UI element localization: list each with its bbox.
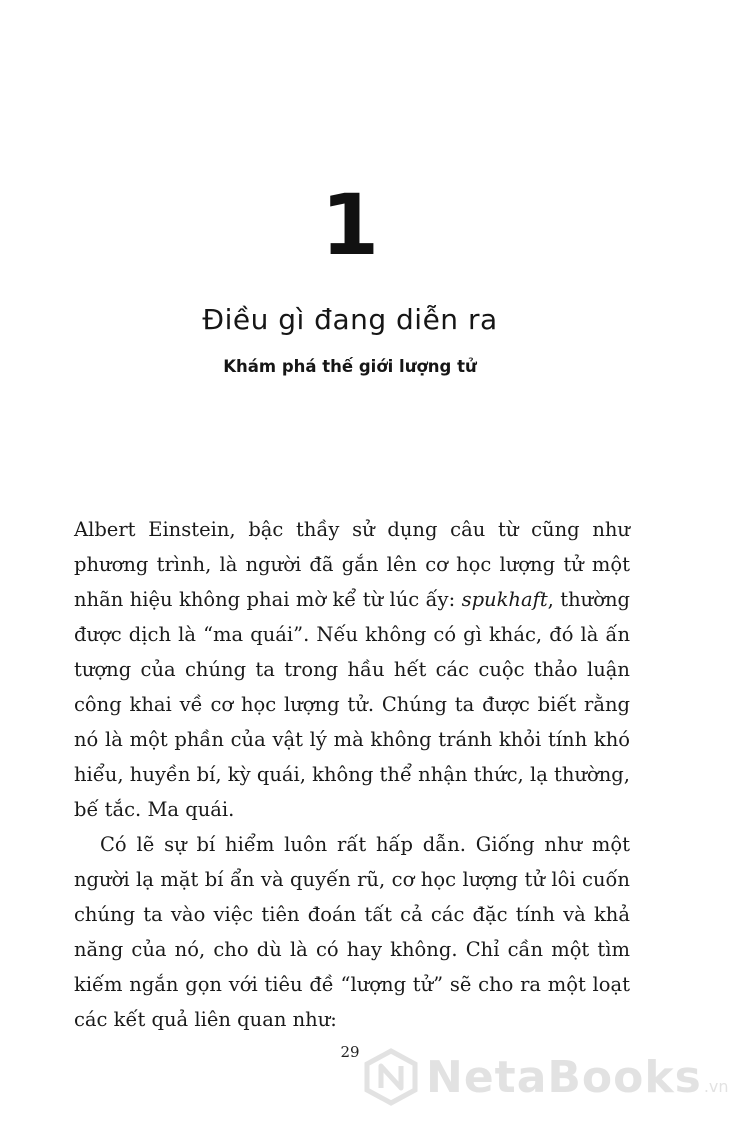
body-line-end: , thường [547, 588, 631, 611]
netabooks-logo-icon [362, 1048, 420, 1106]
body-text [74, 512, 630, 1037]
body-line-start: nhãn hiệu không phai mờ kể từ lúc ấy: [74, 588, 462, 611]
watermark [362, 1046, 729, 1108]
watermark-text: NetaBooks [426, 1051, 702, 1103]
body-line: các kết quả liên quan như: [74, 1008, 337, 1031]
body-line: nó là một phần của vật lý mà không tránh khỏi tính khó [74, 728, 630, 751]
body-line: phương trình, là người đã gắn lên cơ học lượng tử một [74, 553, 630, 576]
body-line: người lạ mặt bí ẩn và quyến rũ, cơ học lượng tử lôi cuốn [74, 868, 630, 891]
body-line: hiểu, huyền bí, kỳ quái, không thể nhận thức, lạ thường, [74, 763, 630, 786]
body-line: được dịch là “ma quái”. Nếu không có gì khác, đó là ấn [74, 623, 630, 646]
body-line: kiếm ngắn gọn với tiêu đề “lượng tử” sẽ cho ra một loạt [74, 973, 630, 996]
watermark-suffix: .vn [703, 1077, 729, 1096]
chapter-subtitle: Khám phá thế giới lượng tử [223, 357, 477, 376]
body-line-indented: Có lẽ sự bí hiểm luôn rất hấp dẫn. Giống như một [100, 833, 630, 856]
body-line: năng của nó, cho dù là có hay không. Chỉ cần một tìm [74, 938, 630, 961]
page-number: 29 [340, 1043, 360, 1061]
chapter-title: Điều gì đang diễn ra [202, 303, 498, 336]
body-line: bế tắc. Ma quái. [74, 798, 235, 821]
body-line: Albert Einstein, bậc thầy sử dụng câu từ cũng như [74, 518, 630, 541]
chapter-number: 1 [320, 176, 380, 274]
body-line: công khai về cơ học lượng tử. Chúng ta được biết rằng [74, 693, 630, 716]
body-line: tượng của chúng ta trong hầu hết các cuộc thảo luận [74, 658, 630, 681]
body-line: chúng ta vào việc tiên đoán tất cả các đặc tính và khả [74, 903, 630, 926]
italic-term: spukhaft [461, 588, 548, 611]
body-line-with-italic [74, 582, 630, 617]
